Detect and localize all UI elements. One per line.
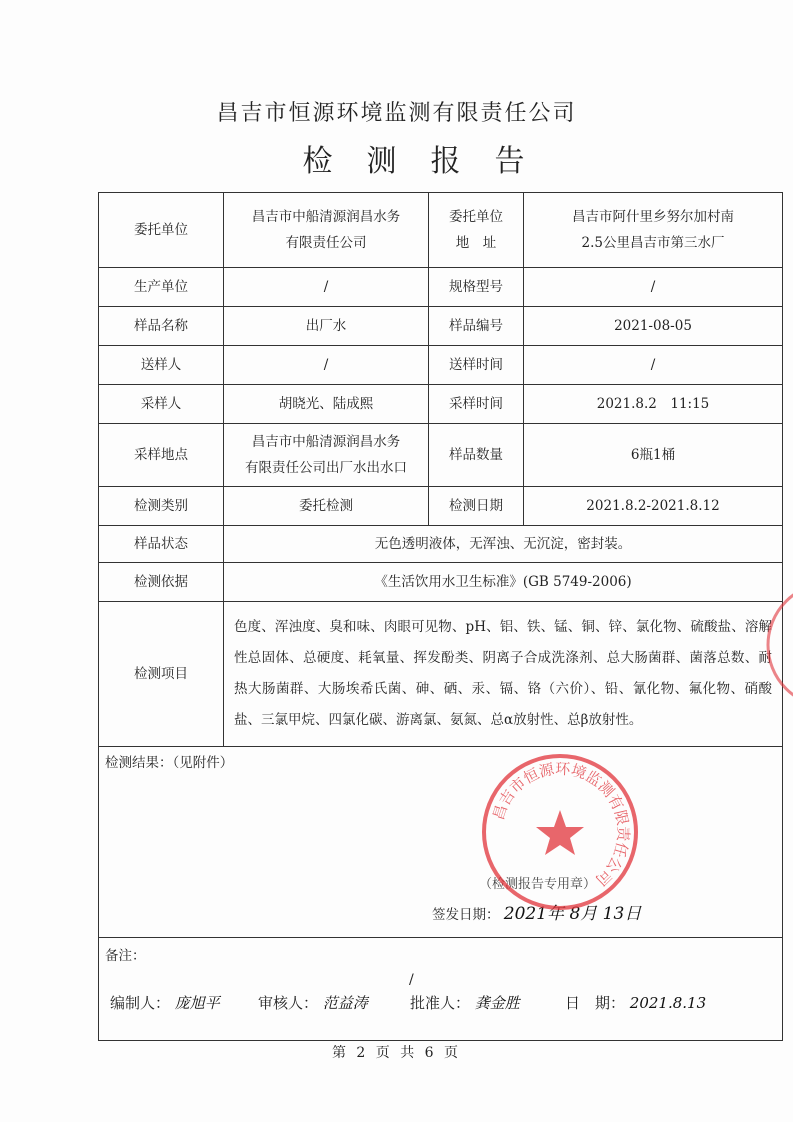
issue-date-label: 签发日期： (432, 907, 500, 923)
date-label: 检测日期 (429, 487, 524, 525)
sign-date-label: 日 期： (565, 994, 626, 1012)
reviewer-handwritten: 范益涛 (322, 994, 368, 1012)
result-label: 检测结果：（见附件） (105, 755, 234, 771)
location-label: 采样地点 (99, 424, 224, 486)
reviewer-signature (258, 992, 368, 1013)
official-seal (480, 752, 640, 912)
location-value (224, 424, 429, 486)
report-table (98, 192, 783, 1041)
basis-value: 《生活饮用水卫生标准》(GB 5749-2006) (374, 574, 632, 590)
send-time-label: 送样时间 (429, 346, 524, 384)
report-title: 检测报告 (302, 144, 559, 179)
sign-date-handwritten: 2021.8.13 (629, 994, 707, 1012)
table-row (99, 268, 782, 307)
client-address-label (429, 193, 524, 267)
basis-label: 检测依据 (99, 563, 224, 601)
client-address-line1: 昌吉市阿什里乡努尔加村南 (572, 209, 734, 225)
client-address-value (524, 193, 782, 267)
seal-text: 昌吉市恒源环境监测有限责任公司 (489, 759, 633, 890)
spec-value: / (650, 279, 656, 295)
client-label: 委托单位 (99, 193, 224, 267)
seal-note: （检测报告专用章） (479, 877, 597, 892)
location-line2: 有限责任公司出厂水出水口 (245, 460, 407, 476)
result-section (99, 747, 782, 938)
sampler-value: 胡晓光、陆成熙 (224, 385, 429, 423)
remark-value: / (409, 972, 414, 988)
table-row (99, 563, 782, 602)
client-address-label-line2: 地 址 (455, 235, 497, 251)
date-value: 2021.8.2-2021.8.12 (586, 498, 720, 514)
sample-name-label: 样品名称 (99, 307, 224, 345)
send-time-value: / (650, 357, 656, 373)
approver-label: 批准人： (410, 994, 471, 1012)
issue-date-handwritten: 2021年 8月 13日 (503, 904, 642, 924)
sender-value: / (224, 346, 429, 384)
spec-label: 规格型号 (429, 268, 524, 306)
type-value: 委托检测 (224, 487, 429, 525)
table-row (99, 193, 782, 268)
state-value: 无色透明液体，无浑浊、无沉淀，密封装。 (374, 536, 632, 552)
table-row (99, 602, 782, 747)
quantity-label: 样品数量 (429, 424, 524, 486)
remark-label: 备注： (105, 948, 146, 964)
client-value-line2: 有限责任公司 (285, 235, 367, 251)
client-value (224, 193, 429, 267)
sample-time-label: 采样时间 (429, 385, 524, 423)
editor-label: 编制人： (110, 994, 171, 1012)
company-name: 昌吉市恒源环境监测有限责任公司 (216, 101, 577, 126)
client-address-label-line1: 委托单位 (449, 209, 503, 225)
items-value: 色度、浑浊度、臭和味、肉眼可见物、pH、铝、铁、锰、铜、锌、氯化物、硫酸盐、溶解性总固体、总硬度、耗氧量、挥发酚类、阴离子合成洗涤剂、总大肠菌群、菌落总数、耐热大肠菌群、大肠埃希氏菌、砷、硒、汞、镉、铬（六价）、铅、氰化物、氟化物、硝酸盐、三氯甲烷、四氯化碳、游离氯、氨氮、总α放射性、总β放射性。 (234, 619, 772, 728)
edge-seal-fragment (760, 580, 793, 710)
sampler-label: 采样人 (99, 385, 224, 423)
table-row (99, 526, 782, 563)
date-signature (565, 992, 706, 1013)
producer-label: 生产单位 (99, 268, 224, 306)
sample-no-label: 样品编号 (429, 307, 524, 345)
producer-value: / (224, 268, 429, 306)
quantity-value: 6瓶1桶 (630, 447, 676, 463)
page-number: 第 2 页 共 6 页 (331, 1045, 462, 1061)
editor-handwritten: 庞旭平 (174, 994, 220, 1012)
approver-handwritten: 龚金胜 (474, 994, 520, 1012)
sender-label: 送样人 (99, 346, 224, 384)
sample-time-value: 2021.8.2 11:15 (596, 396, 710, 412)
items-label: 检测项目 (99, 602, 224, 746)
sample-no-value: 2021-08-05 (614, 318, 692, 334)
location-line1: 昌吉市中船清源润昌水务 (251, 434, 401, 450)
seal-star-icon (536, 810, 584, 855)
approver-signature (410, 992, 520, 1013)
client-value-line1: 昌吉市中船清源润昌水务 (251, 209, 401, 225)
state-label: 样品状态 (99, 526, 224, 562)
table-row (99, 307, 782, 346)
reviewer-label: 审核人： (258, 994, 319, 1012)
remark-section (99, 938, 782, 1040)
sample-name-value: 出厂水 (224, 307, 429, 345)
table-row (99, 487, 782, 526)
type-label: 检测类别 (99, 487, 224, 525)
table-row (99, 424, 782, 487)
client-address-line2: 2.5公里昌吉市第三水厂 (581, 235, 725, 251)
table-row (99, 346, 782, 385)
table-row (99, 385, 782, 424)
editor-signature (110, 992, 220, 1013)
